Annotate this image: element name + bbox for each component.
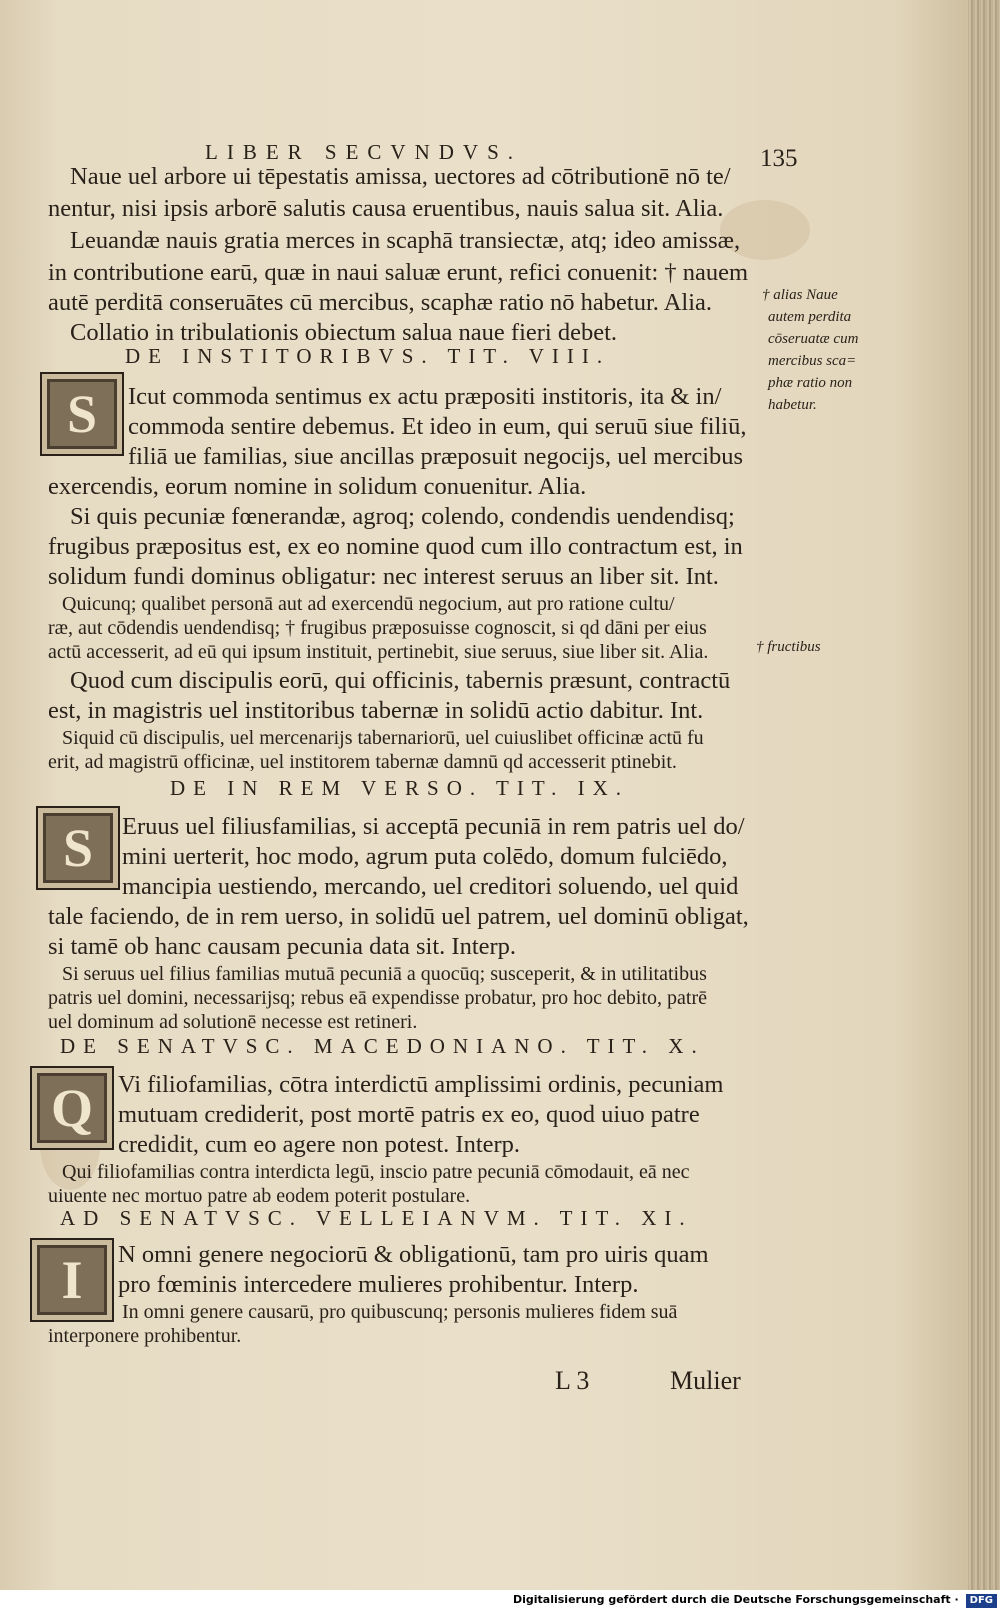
text-line: si tamē ob hanc causam pecunia data sit. Interp.	[48, 933, 517, 960]
dfg-logo: DFG	[966, 1594, 997, 1608]
text-line: mancipia uestiendo, mercando, uel creditori soluendo, uel quid	[122, 873, 739, 900]
text-line: In omni genere causarū, pro quibuscunq; personis mulieres fidem suā	[122, 1301, 678, 1323]
digitization-footer	[0, 1590, 1000, 1609]
page-edges	[968, 0, 1000, 1590]
text-line: mutuam crediderit, post mortē patris ex eo, quod uiuo patre	[118, 1101, 700, 1128]
text-line: frugibus præpositus est, ex eo nomine quod cum illo contractum est, in	[48, 533, 743, 560]
text-line: nentur, nisi ipsis arborē salutis causa eruentibus, nauis salua sit. Alia.	[48, 195, 724, 222]
catchword: Mulier	[670, 1366, 741, 1395]
margin-note: † alias Naue	[762, 287, 838, 303]
decorated-initial	[30, 1066, 114, 1150]
text-line: Leuandæ nauis gratia merces in scaphā transiectæ, atq; ideo amissæ,	[70, 227, 741, 254]
text-line: actū accesserit, ad eū qui ipsum instituit, pertinebit, siue seruus, siue liber sit. Alia.	[48, 641, 709, 663]
initial-letter: S	[62, 818, 94, 878]
text-line: N omni genere negociorū & obligationū, tam pro uiris quam	[118, 1241, 709, 1268]
text-line: erit, ad magistrū officinæ, uel institorem tabernæ damnū qd accesserit ptinebit.	[48, 751, 677, 773]
margin-note: mercibus sca=	[768, 353, 857, 369]
text-line: exercendis, eorum nomine in solidum conuenitur. Alia.	[48, 473, 587, 500]
decorated-initial	[40, 372, 124, 456]
running-head: LIBER SECVNDVS.	[205, 140, 523, 164]
text-line: autē perditā conseruātes cū mercibus, scaphæ ratio nō habetur. Alia.	[48, 289, 713, 316]
text-line: Quicunq; qualibet personā aut ad exercendū negocium, aut pro ratione cultu/	[62, 593, 675, 615]
text-line: credidit, cum eo agere non potest. Interp.	[118, 1131, 521, 1158]
page-number: 135	[760, 145, 798, 172]
text-line: filiā ue familias, siue ancillas præposuit negocijs, uel mercibus	[128, 443, 744, 470]
text-line: in contributione earū, quæ in naui saluæ erunt, refici conuenit: † nauem	[48, 259, 749, 286]
section-heading: AD SENATVSC. VELLEIANVM. TIT. XI.	[60, 1206, 693, 1230]
section-heading: DE SENATVSC. MACEDONIANO. TIT. X.	[60, 1034, 705, 1058]
text-line: Qui filiofamilias contra interdicta legū, inscio patre pecuniā cōmodauit, eā nec	[62, 1161, 690, 1183]
text-line: interponere prohibentur.	[48, 1325, 242, 1347]
decorated-initial	[36, 806, 120, 890]
text-line: Vi filiofamilias, cōtra interdictū amplissimi ordinis, pecuniam	[118, 1071, 724, 1098]
text-line: Naue uel arbore ui tēpestatis amissa, uectores ad cōtributionē nō te/	[70, 163, 731, 190]
margin-note: cōseruatæ cum	[768, 331, 859, 347]
text-line: solidum fundi dominus obligatur: nec interest seruus an liber sit. Int.	[48, 563, 719, 590]
initial-letter: Q	[50, 1078, 93, 1138]
margin-note: autem perdita	[768, 309, 852, 325]
text-line: Siquid cū discipulis, uel mercenarijs tabernariorū, uel cuiuslibet officinæ actū fu	[62, 727, 704, 749]
text-line: Collatio in tribulationis obiectum salua naue fieri debet.	[70, 319, 618, 346]
text-line: est, in magistris uel institoribus tabernæ in solidū actio dabitur. Int.	[48, 697, 704, 724]
text-line: Quod cum discipulis eorū, qui officinis, tabernis præsunt, contractū	[70, 667, 731, 694]
section-heading: DE INSTITORIBVS. TIT. VIII.	[125, 344, 611, 368]
text-line: Eruus uel filiusfamilias, si acceptā pecuniā in rem patris uel do/	[122, 813, 745, 840]
initial-letter: I	[61, 1250, 83, 1310]
footer-text: Digitalisierung gefördert durch die Deutsche Forschungsgemeinschaft ·	[512, 1593, 959, 1606]
initial-letter: S	[66, 384, 98, 444]
text-line: uel dominum ad solutionē necesse est retineri.	[48, 1011, 418, 1033]
section-heading: DE IN REM VERSO. TIT. IX.	[170, 776, 629, 800]
text-line: patris uel domini, necessarijsq; rebus eā expendisse probatur, pro hoc debito, patrē	[48, 987, 708, 1009]
text-line: Si quis pecuniæ fœnerandæ, agroq; colendo, condendis uendendisq;	[70, 503, 735, 530]
margin-note: † fructibus	[756, 639, 821, 655]
signature-mark: L 3	[555, 1366, 590, 1395]
decorated-initial	[30, 1238, 114, 1322]
text-line: mini uerterit, hoc modo, agrum puta colēdo, domum fulciēdo,	[122, 843, 728, 870]
text-line: ræ, aut cōdendis uendendisq; † frugibus præposuisse cognoscit, si qd dāni per eius	[48, 617, 707, 639]
margin-note: habetur.	[768, 397, 817, 413]
text-line: uiuente nec mortuo patre ab eodem poterit postulare.	[48, 1185, 471, 1207]
text-line: Icut commoda sentimus ex actu præpositi institoris, ita & in/	[128, 383, 722, 410]
text-line: commoda sentire debemus. Et ideo in eum, qui seruū siue filiū,	[128, 413, 747, 440]
text-line: tale faciendo, de in rem uerso, in solidū uel patrem, uel dominū obligat,	[48, 903, 749, 930]
margin-note: phæ ratio non	[768, 375, 853, 391]
text-line: pro fœminis intercedere mulieres prohibentur. Interp.	[118, 1271, 639, 1298]
text-line: Si seruus uel filius familias mutuā pecuniā a quocūq; susceperit, & in utilitatibus	[62, 963, 707, 985]
